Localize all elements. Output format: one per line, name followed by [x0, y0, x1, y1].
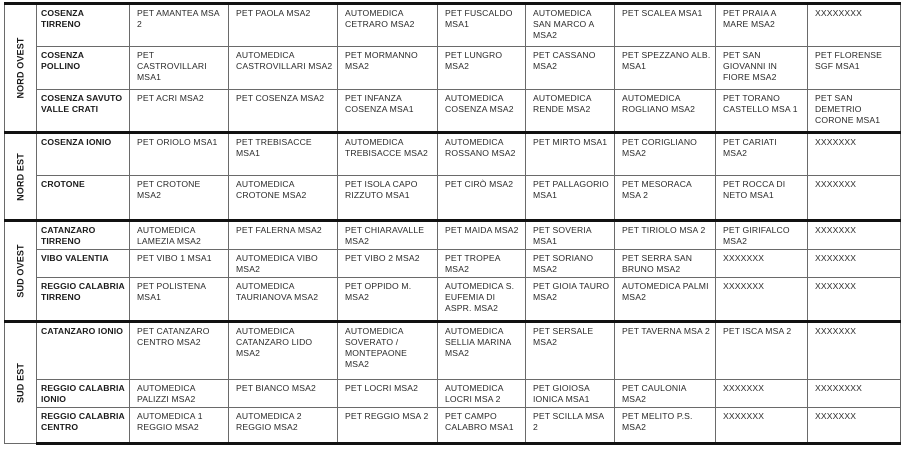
- area-name: REGGIO CALABRIA IONIO: [37, 380, 130, 408]
- unit-cell: PET CIRÒ MSA2: [438, 176, 526, 221]
- unit-cell: PET MIRTO MSA1: [526, 133, 615, 176]
- unit-cell: PET FUSCALDO MSA1: [438, 4, 526, 47]
- zone-label-cell: [5, 133, 37, 221]
- unit-cell: PET ROCCA DI NETO MSA1: [716, 176, 808, 221]
- unit-cell: PET SCALEA MSA1: [615, 4, 716, 47]
- zone-label: NORD OVEST: [15, 37, 25, 99]
- zone-label: NORD EST: [15, 152, 25, 201]
- unit-cell: AUTOMEDICA ROGLIANO MSA2: [615, 90, 716, 133]
- unit-cell: PET TROPEA MSA2: [438, 250, 526, 278]
- area-name: COSENZA TIRRENO: [37, 4, 130, 47]
- unit-cell: AUTOMEDICA CETRARO MSA2: [338, 4, 438, 47]
- area-name: COSENZA POLLINO: [37, 47, 130, 90]
- area-name: COSENZA SAVUTO VALLE CRATI: [37, 90, 130, 133]
- area-name: CROTONE: [37, 176, 130, 221]
- unit-cell: AUTOMEDICA COSENZA MSA2: [438, 90, 526, 133]
- unit-cell: PET FLORENSE SGF MSA1: [808, 47, 901, 90]
- table-row: [5, 176, 901, 221]
- table-row: [5, 133, 901, 176]
- unit-cell: AUTOMEDICA LAMEZIA MSA2: [130, 221, 229, 250]
- unit-cell: PET SOVERIA MSA1: [526, 221, 615, 250]
- unit-cell: PET GIOIA TAURO MSA2: [526, 278, 615, 322]
- unit-cell: PET PRAIA A MARE MSA2: [716, 4, 808, 47]
- unit-cell: PET POLISTENA MSA1: [130, 278, 229, 322]
- zone-label-cell: [5, 4, 37, 133]
- table-row: [5, 408, 901, 444]
- unit-cell: AUTOMEDICA 2 REGGIO MSA2: [229, 408, 338, 444]
- unit-cell: PET TREBISACCE MSA1: [229, 133, 338, 176]
- unit-cell: XXXXXXX: [716, 250, 808, 278]
- unit-cell: XXXXXXX: [808, 278, 901, 322]
- unit-cell: AUTOMEDICA S. EUFEMIA DI ASPR. MSA2: [438, 278, 526, 322]
- unit-cell: XXXXXXX: [716, 380, 808, 408]
- unit-cell: AUTOMEDICA CATANZARO LIDO MSA2: [229, 322, 338, 380]
- unit-cell: XXXXXXXX: [808, 380, 901, 408]
- table-row: [5, 250, 901, 278]
- table-row: [5, 322, 901, 380]
- unit-cell: AUTOMEDICA ROSSANO MSA2: [438, 133, 526, 176]
- zone-label: SUD OVEST: [15, 244, 25, 298]
- unit-cell: AUTOMEDICA CROTONE MSA2: [229, 176, 338, 221]
- unit-cell: PET MELITO P.S. MSA2: [615, 408, 716, 444]
- table-row: [5, 278, 901, 322]
- unit-cell: XXXXXXXX: [808, 4, 901, 47]
- unit-cell: AUTOMEDICA VIBO MSA2: [229, 250, 338, 278]
- unit-cell: PET MORMANNO MSA2: [338, 47, 438, 90]
- unit-cell: PET MAIDA MSA2: [438, 221, 526, 250]
- unit-cell: PET SERSALE MSA2: [526, 322, 615, 380]
- unit-cell: AUTOMEDICA TAURIANOVA MSA2: [229, 278, 338, 322]
- unit-cell: XXXXXXX: [808, 322, 901, 380]
- unit-cell: PET INFANZA COSENZA MSA1: [338, 90, 438, 133]
- unit-cell: PET CASTROVILLARI MSA1: [130, 47, 229, 90]
- unit-cell: PET PAOLA MSA2: [229, 4, 338, 47]
- unit-cell: PET FALERNA MSA2: [229, 221, 338, 250]
- unit-cell: PET CAULONIA MSA2: [615, 380, 716, 408]
- unit-cell: XXXXXXX: [716, 278, 808, 322]
- unit-cell: PET PALLAGORIO MSA1: [526, 176, 615, 221]
- unit-cell: PET CORIGLIANO MSA2: [615, 133, 716, 176]
- unit-cell: PET ACRI MSA2: [130, 90, 229, 133]
- unit-cell: PET ISCA MSA 2: [716, 322, 808, 380]
- unit-cell: PET LOCRI MSA2: [338, 380, 438, 408]
- table-row: [5, 90, 901, 133]
- unit-cell: PET SCILLA MSA 2: [526, 408, 615, 444]
- table-row: [5, 380, 901, 408]
- unit-cell: PET REGGIO MSA 2: [338, 408, 438, 444]
- unit-cell: PET TAVERNA MSA 2: [615, 322, 716, 380]
- unit-cell: AUTOMEDICA SAN MARCO A MSA2: [526, 4, 615, 47]
- unit-cell: PET CATANZARO CENTRO MSA2: [130, 322, 229, 380]
- table-row: [5, 221, 901, 250]
- area-name: REGGIO CALABRIA CENTRO: [37, 408, 130, 444]
- zone-label: SUD EST: [15, 362, 25, 404]
- unit-cell: PET SORIANO MSA2: [526, 250, 615, 278]
- area-name: VIBO VALENTIA: [37, 250, 130, 278]
- unit-cell: PET OPPIDO M. MSA2: [338, 278, 438, 322]
- unit-cell: AUTOMEDICA 1 REGGIO MSA2: [130, 408, 229, 444]
- table-row: [5, 47, 901, 90]
- unit-cell: XXXXXXX: [716, 408, 808, 444]
- unit-cell: XXXXXXX: [808, 221, 901, 250]
- unit-cell: PET AMANTEA MSA 2: [130, 4, 229, 47]
- unit-cell: PET ISOLA CAPO RIZZUTO MSA1: [338, 176, 438, 221]
- unit-cell: PET COSENZA MSA2: [229, 90, 338, 133]
- table-body: [5, 4, 901, 444]
- unit-cell: PET TIRIOLO MSA 2: [615, 221, 716, 250]
- unit-cell: PET TORANO CASTELLO MSA 1: [716, 90, 808, 133]
- unit-cell: PET GIOIOSA IONICA MSA1: [526, 380, 615, 408]
- unit-cell: AUTOMEDICA TREBISACCE MSA2: [338, 133, 438, 176]
- unit-cell: PET MESORACA MSA 2: [615, 176, 716, 221]
- table-row: [5, 4, 901, 47]
- unit-cell: PET CROTONE MSA2: [130, 176, 229, 221]
- area-name: REGGIO CALABRIA TIRRENO: [37, 278, 130, 322]
- zone-label-cell: [5, 221, 37, 322]
- unit-cell: AUTOMEDICA CASTROVILLARI MSA2: [229, 47, 338, 90]
- unit-cell: PET CHIARAVALLE MSA2: [338, 221, 438, 250]
- area-name: CATANZARO IONIO: [37, 322, 130, 380]
- unit-cell: PET SAN DEMETRIO CORONE MSA1: [808, 90, 901, 133]
- unit-cell: PET ORIOLO MSA1: [130, 133, 229, 176]
- unit-cell: PET CAMPO CALABRO MSA1: [438, 408, 526, 444]
- area-name: COSENZA IONIO: [37, 133, 130, 176]
- unit-cell: AUTOMEDICA LOCRI MSA 2: [438, 380, 526, 408]
- unit-cell: PET VIBO 1 MSA1: [130, 250, 229, 278]
- unit-cell: PET BIANCO MSA2: [229, 380, 338, 408]
- unit-cell: PET SAN GIOVANNI IN FIORE MSA2: [716, 47, 808, 90]
- unit-cell: PET VIBO 2 MSA2: [338, 250, 438, 278]
- zone-label-cell: [5, 322, 37, 444]
- unit-cell: AUTOMEDICA PALMI MSA2: [615, 278, 716, 322]
- unit-cell: PET LUNGRO MSA2: [438, 47, 526, 90]
- unit-cell: AUTOMEDICA SELLIA MARINA MSA2: [438, 322, 526, 380]
- unit-cell: PET CARIATI MSA2: [716, 133, 808, 176]
- unit-cell: XXXXXXX: [808, 250, 901, 278]
- document-page: [4, 2, 900, 445]
- unit-cell: XXXXXXX: [808, 176, 901, 221]
- unit-cell: XXXXXXX: [808, 133, 901, 176]
- unit-cell: AUTOMEDICA PALIZZI MSA2: [130, 380, 229, 408]
- unit-cell: PET CASSANO MSA2: [526, 47, 615, 90]
- emergency-units-table: [4, 2, 901, 445]
- unit-cell: XXXXXXX: [808, 408, 901, 444]
- unit-cell: PET SERRA SAN BRUNO MSA2: [615, 250, 716, 278]
- unit-cell: AUTOMEDICA SOVERATO / MONTEPAONE MSA2: [338, 322, 438, 380]
- area-name: CATANZARO TIRRENO: [37, 221, 130, 250]
- unit-cell: AUTOMEDICA RENDE MSA2: [526, 90, 615, 133]
- unit-cell: PET GIRIFALCO MSA2: [716, 221, 808, 250]
- unit-cell: PET SPEZZANO ALB. MSA1: [615, 47, 716, 90]
